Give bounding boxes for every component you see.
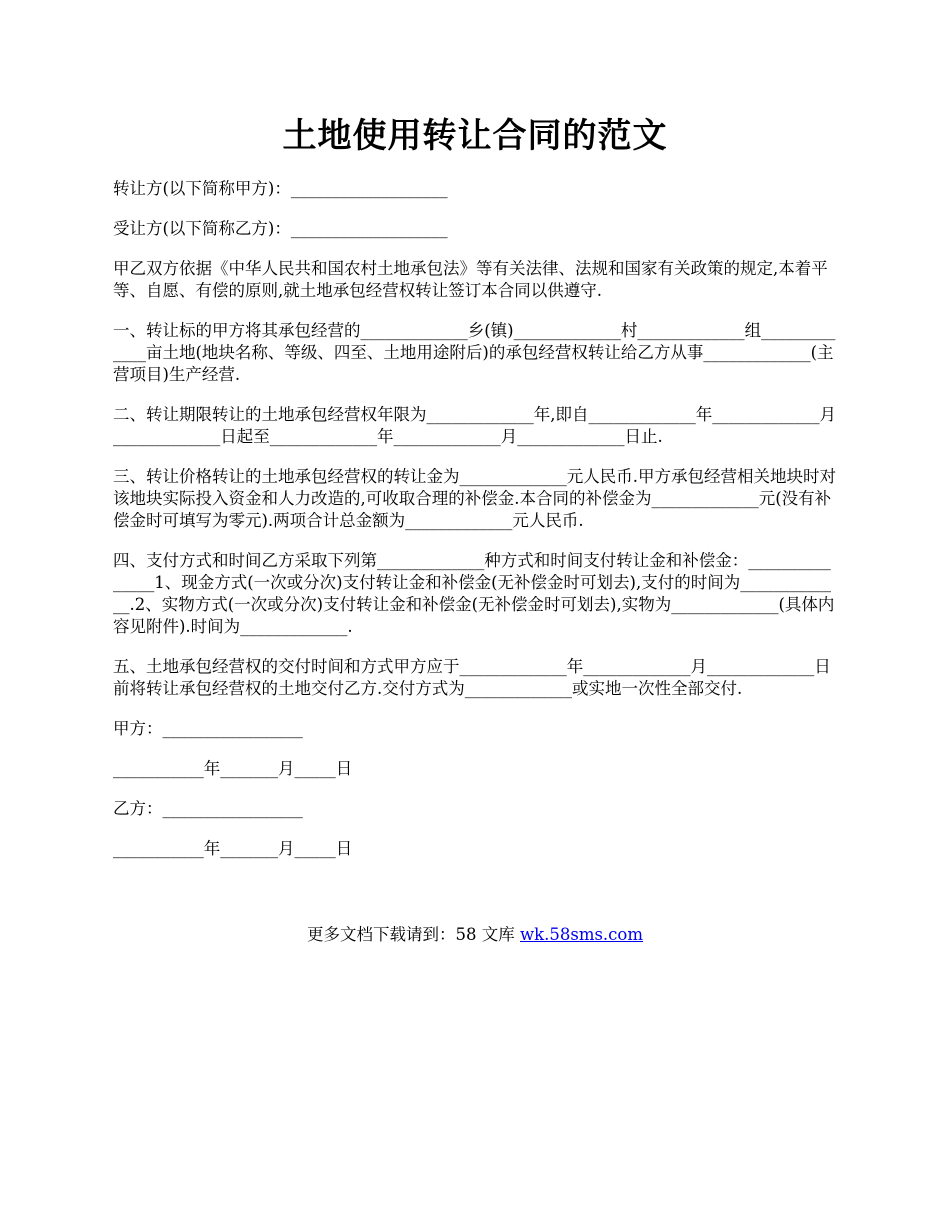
clause-4-payment: 四、支付方式和时间乙方采取下列第_____________种方式和时间支付转让金和补偿金：_______________1、现金方式(一次或分次)支付转让金和补偿金(无补偿金时可划去),支付的时间为_____________.2、实物方式(一次或分次)支付转让金和补偿金(无补偿金时可划去),实物为_____________(具体内容见附件).时间为_____________. [113,551,835,636]
party-a-signature: 甲方：_________________ [113,719,303,738]
party-b-date: ___________年_______月_____日 [113,839,353,858]
clause-2-term: 二、转让期限转让的土地承包经营权年限为_____________年,即自_____________年_____________月_____________日起至_____________年_____________月_____________日止. [113,405,836,446]
preamble-paragraph: 甲乙双方依据《中华人民共和国农村土地承包法》等有关法律、法规和国家有关政策的规定,本着平等、自愿、有偿的原则,就土地承包经营权转让签订本合同以供遵守. [113,259,828,300]
clause-3-price: 三、转让价格转让的土地承包经营权的转让金为_____________元人民币.甲方承包经营相关地块时对该地块实际投入资金和人力改造的,可收取合理的补偿金.本合同的补偿金为_____________元(没有补偿金时可填写为零元).两项合计总金额为_____________元人民币. [113,467,836,530]
footer [0,924,950,946]
clause-5-delivery: 五、土地承包经营权的交付时间和方式甲方应于_____________年_____________月_____________日前将转让承包经营权的土地交付乙方.交付方式为_____________或实地一次性全部交付. [113,657,831,698]
party-a-date: ___________年_______月_____日 [113,759,353,778]
clause-1-subject: 一、转让标的甲方将其承包经营的_____________乡(镇)_____________村_____________组_____________亩土地(地块名称、等级、四至、土地用途附后)的承包经营权转让给乙方从事_____________(主营项目)生产经营. [113,321,836,384]
footer-text: 更多文档下载请到：58 文库 [306,925,520,944]
transferor-line: 转让方(以下简称甲方)：___________________ [113,179,448,198]
footer-link[interactable]: wk.58sms.com [519,925,643,944]
transferee-line: 受让方(以下简称乙方)：___________________ [113,219,448,238]
document-body [113,178,838,878]
document-title: 土地使用转让合同的范文 [282,116,668,156]
party-b-signature: 乙方：_________________ [113,799,303,818]
